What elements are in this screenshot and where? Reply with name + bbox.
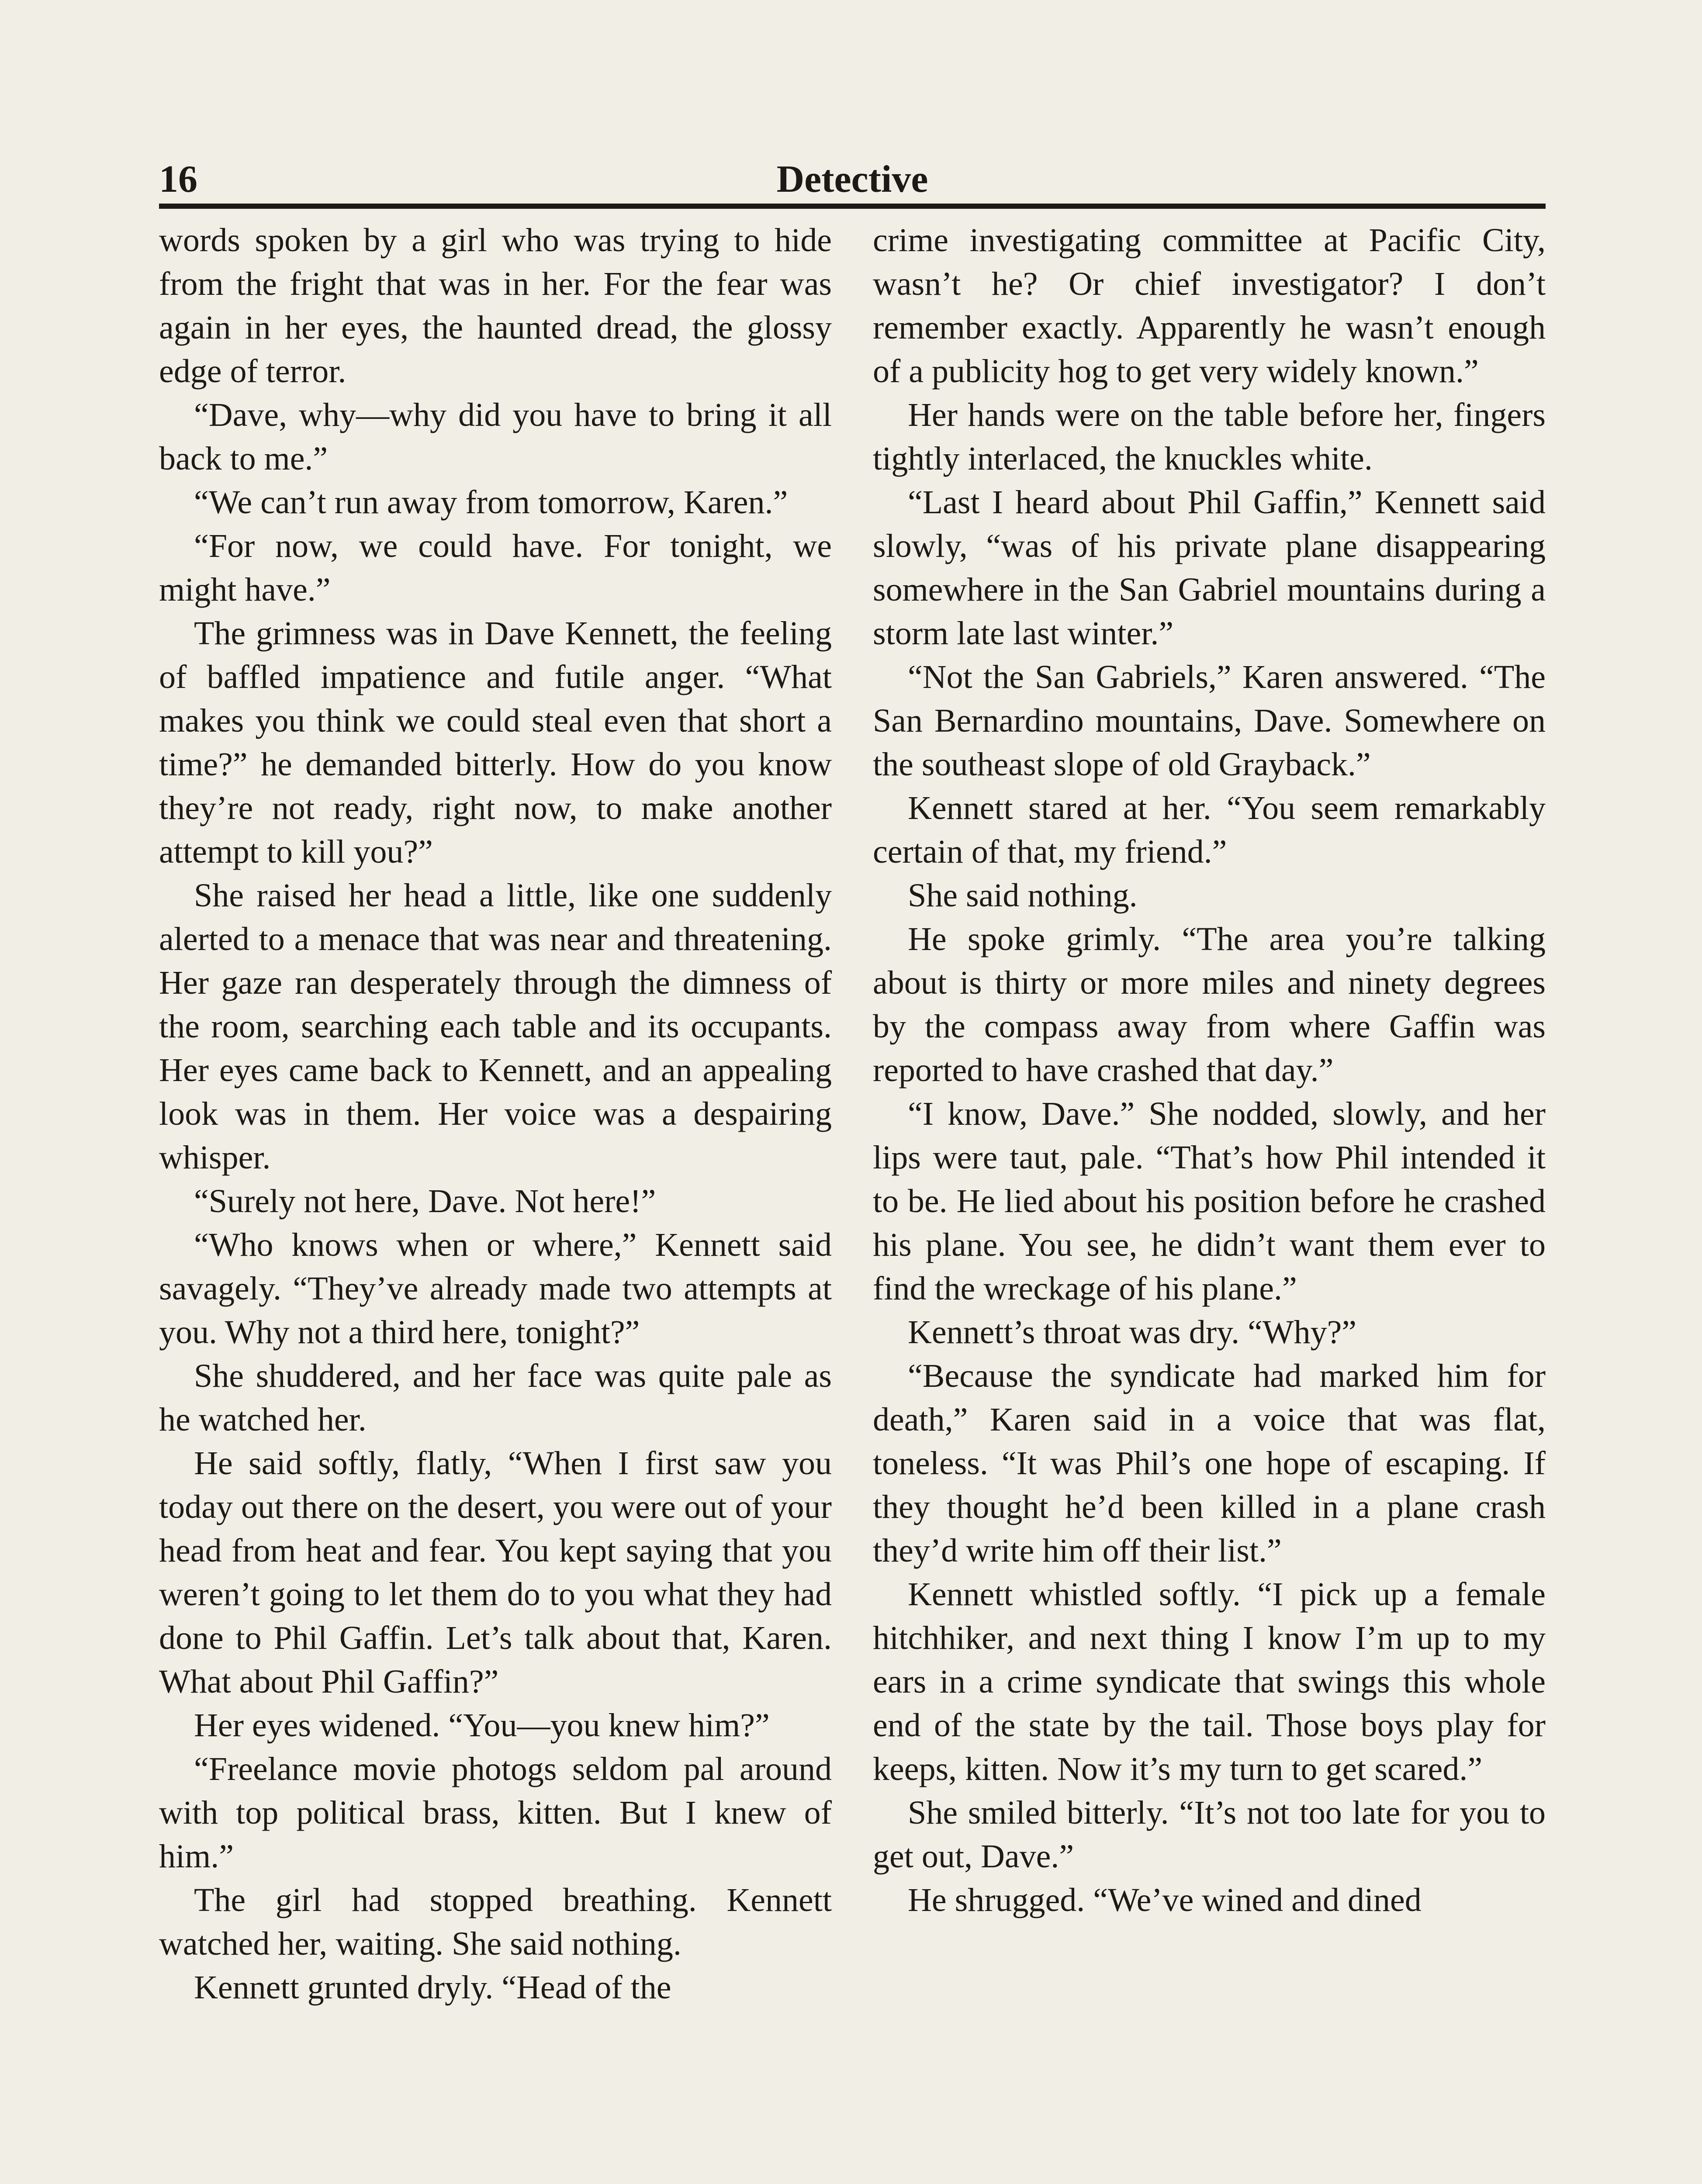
paragraph: Kennett’s throat was dry. “Why?” [908, 1314, 1357, 1351]
paragraph: Her eyes widened. “You—you knew him?” [194, 1707, 770, 1744]
paragraph: She smiled bitterly. “It’s not too late for you to get out, Dave.” [873, 1794, 1546, 1875]
paragraph: She said nothing. [908, 877, 1138, 914]
right-column [873, 218, 1546, 1922]
paragraph: Kennett grunted dryly. “Head of the [194, 1969, 671, 2006]
paragraph: Her hands were on the table before her, fingers tightly interlaced, the knuckles white. [873, 397, 1546, 477]
paragraph: “I know, Dave.” She nodded, slowly, and her lips were taut, pale. “That’s how Phil intended it to be. He lied about his position before he crashed his plane. You see, he didn’t want them ever to find the wreckage of his plane.” [873, 1095, 1546, 1307]
paragraph: He said softly, flatly, “When I first saw you today out there on the desert, you were out of your head from heat and fear. You kept saying that you weren’t going to let them do to you what they had done to Phil Gaffin. Let’s talk about that, Karen. What about Phil Gaffin?” [159, 1445, 832, 1700]
header-rule [159, 204, 1546, 209]
paragraph: “For now, we could have. For tonight, we might have.” [159, 528, 832, 608]
paragraph: The grimness was in Dave Kennett, the feeling of baffled impatience and futile anger. “What makes you think we could steal even that short a time?” he demanded bitterly. How do you know they’re not ready, right now, to make another attempt to kill you?” [159, 615, 832, 870]
running-title: Detective [776, 158, 928, 200]
paragraph: crime investigating committee at Pacific City, wasn’t he? Or chief investigator? I don’t remember exactly. Apparently he wasn’t enough of a publicity hog to get very widely known.” [873, 222, 1546, 390]
paragraph: The girl had stopped breathing. Kennett watched her, waiting. She said nothing. [159, 1882, 832, 1962]
paragraph: “Not the San Gabriels,” Karen answered. “The San Bernardino mountains, Dave. Somewhere on the southeast slope of old Grayback.” [873, 659, 1546, 783]
page-number: 16 [159, 158, 197, 200]
paragraph: “Dave, why—why did you have to bring it all back to me.” [159, 397, 832, 477]
paragraph: She raised her head a little, like one suddenly alerted to a menace that was near and threatening. Her gaze ran desperately through the dimness of the room, searching each table and its occupants. Her eyes came back to Kennett, and an appealing look was in them. Her voice was a despairing whisper. [159, 877, 832, 1176]
paragraph: Kennett stared at her. “You seem remarkably certain of that, my friend.” [873, 790, 1546, 870]
paragraph: “Surely not here, Dave. Not here!” [194, 1183, 656, 1220]
page-header [159, 156, 1546, 204]
paragraph: She shuddered, and her face was quite pale as he watched her. [159, 1358, 832, 1438]
paragraph: “Because the syndicate had marked him for death,” Karen said in a voice that was flat, toneless. “It was Phil’s one hope of escaping. If they thought he’d been killed in a plane crash they’d write him off their list.” [873, 1358, 1546, 1569]
paragraph: words spoken by a girl who was trying to hide from the fright that was in her. For the fear was again in her eyes, the haunted dread, the glossy edge of terror. [159, 222, 832, 390]
paragraph: He shrugged. “We’ve wined and dined [908, 1882, 1422, 1918]
paragraph: “Who knows when or where,” Kennett said savagely. “They’ve already made two attempts at you. Why not a third here, tonight?” [159, 1227, 832, 1351]
paragraph: “Last I heard about Phil Gaffin,” Kennett said slowly, “was of his private plane disappearing somewhere in the San Gabriel mountains during a storm late last winter.” [873, 484, 1546, 652]
paragraph: Kennett whistled softly. “I pick up a female hitchhiker, and next thing I know I’m up to my ears in a crime syndicate that swings this whole end of the state by the tail. Those boys play for keeps, kitten. Now it’s my turn to get scared.” [873, 1576, 1546, 1787]
paragraph: He spoke grimly. “The area you’re talking about is thirty or more miles and ninety degrees by the compass away from where Gaffin was reported to have crashed that day.” [873, 921, 1546, 1089]
paragraph: “Freelance movie photogs seldom pal around with top political brass, kitten. But I knew of him.” [159, 1751, 832, 1875]
left-column [159, 218, 832, 2009]
paragraph: “We can’t run away from tomorrow, Karen.” [194, 484, 788, 521]
